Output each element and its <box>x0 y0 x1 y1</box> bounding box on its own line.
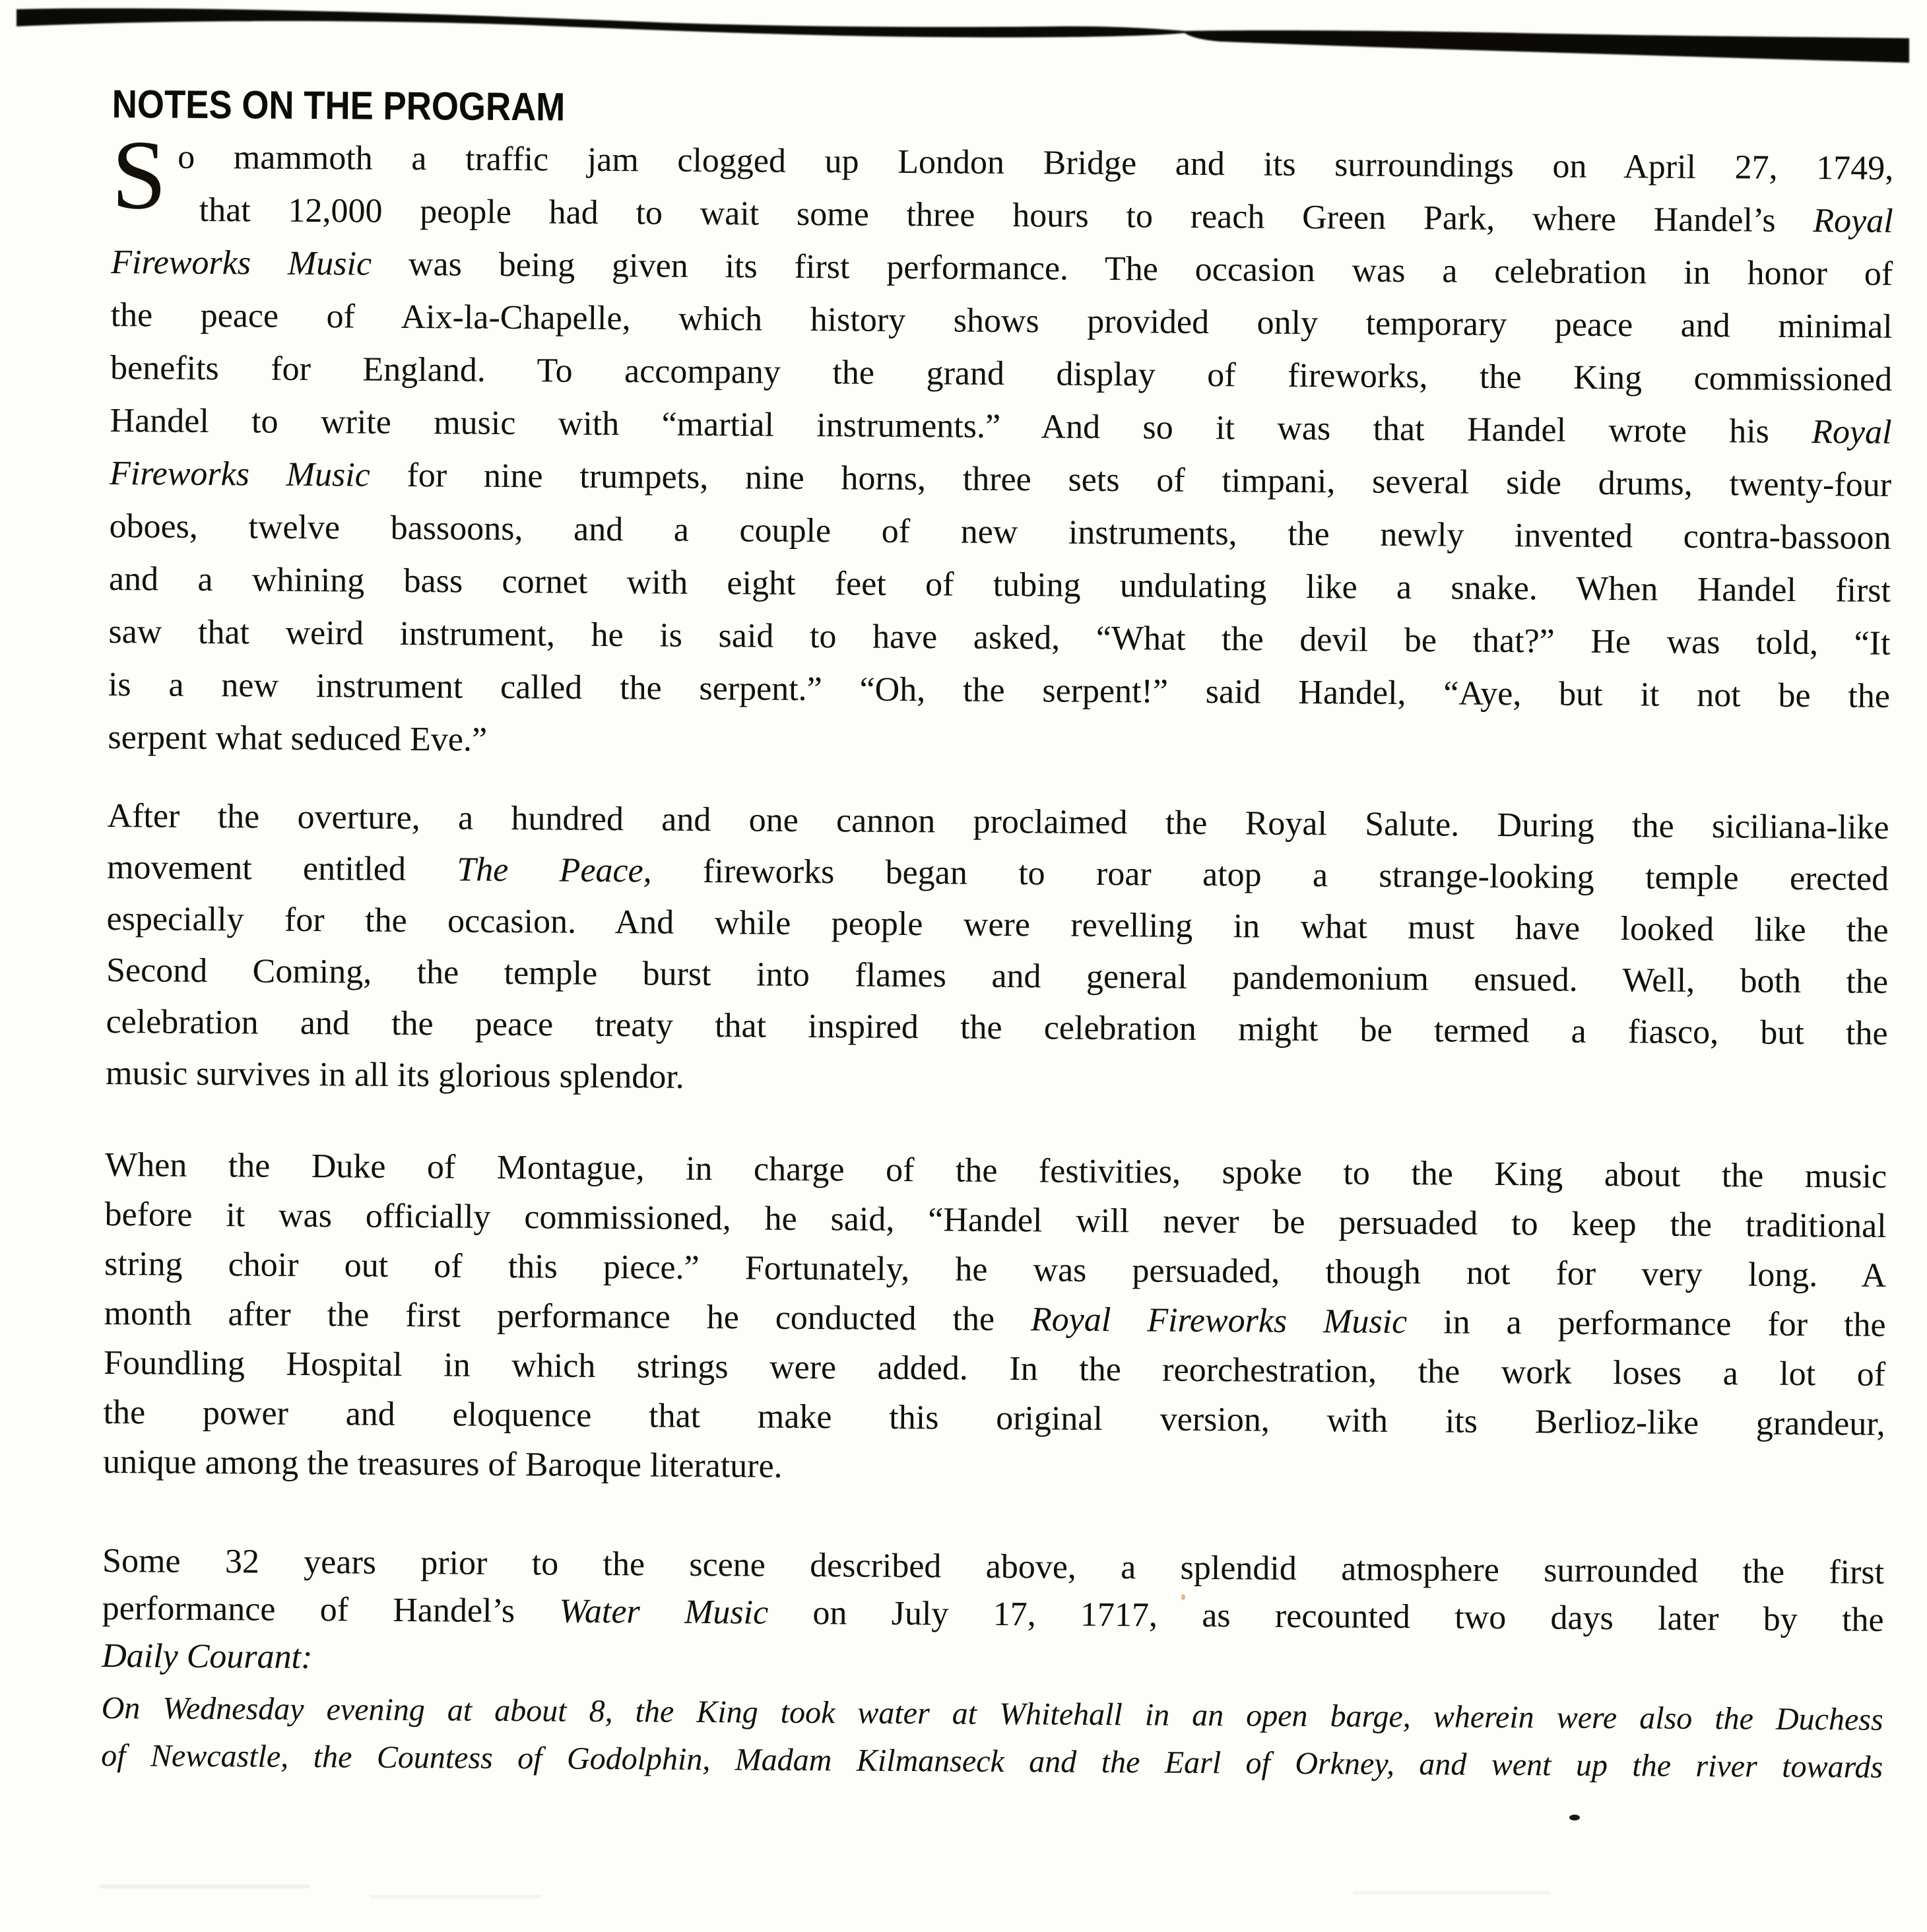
text-segment: is a new instrument called the serpent.” “Oh, the serpent!” said Handel, “Aye, but it not be the <box>108 665 1891 715</box>
text-segment: the peace of Aix-la-Chapelle, which history shows provided only temporary peace and minimal <box>110 296 1893 346</box>
text-segment: was being given its first performance. The occasion was a celebration in honor of <box>371 245 1893 293</box>
text-segment: month after the first performance he conducted the <box>104 1294 1031 1339</box>
text-segment: movement entitled <box>106 848 457 889</box>
paragraph-fireworks-premiere <box>108 131 1893 776</box>
text-segment: music survives in all its glorious splendor. <box>105 1054 684 1096</box>
text-segment: celebration and the peace treaty that inspired the celebration might be termed a fiasco, but the <box>106 1002 1888 1052</box>
text-segment: unique among the treasures of Baroque literature. <box>102 1442 783 1485</box>
text-segment: Second Coming, the temple burst into flames and general pandemonium ensued. Well, both the <box>106 951 1889 1001</box>
text-segment: and a whining bass cornet with eight feet of tubing undulating like a snake. When Handel first <box>108 560 1891 610</box>
text-segment: performance of Handel’s <box>102 1589 560 1630</box>
italic-text-segment: Fireworks Music <box>109 454 370 494</box>
italic-text-segment: On Wednesday evening at about 8, the King took water at Whitehall in an open barge, wherein were also the Duchess <box>101 1690 1883 1737</box>
italic-text-segment: Royal <box>1813 202 1893 240</box>
text-segment: for nine trumpets, nine horns, three sets of timpani, several side drums, twenty-four <box>370 456 1892 504</box>
scan-band-shape <box>16 9 1909 63</box>
text-segment: in a performance for the <box>1407 1303 1886 1344</box>
paper-smudge <box>1353 1891 1551 1894</box>
paper-smudge <box>370 1895 541 1898</box>
text-segment: o mammoth a traffic jam clogged up London Bridge and its surroundings on April 27, 1749, <box>178 138 1894 187</box>
dropcap-letter: S <box>111 119 168 230</box>
text-segment: fireworks began to roar atop a strange-looking temple erected <box>651 852 1889 898</box>
italic-text-segment: of Newcastle, the Countess of Godolphin, Madam Kilmanseck and the Earl of Orkney, and went up the river towards <box>101 1737 1883 1785</box>
text-segment: benefits for England. To accompany the grand display of fireworks, the King commissioned <box>110 348 1893 399</box>
italic-text-segment: Daily Courant: <box>102 1636 313 1677</box>
text-segment: After the overture, a hundred and one cannon proclaimed the Royal Salute. During the siciliana-like <box>107 796 1889 847</box>
italic-text-segment: Water Music <box>559 1592 769 1632</box>
paragraph-royal-salute <box>106 790 1889 1111</box>
scan-artifact-top-edge <box>0 0 1927 79</box>
text-segment: on July 17, 1717, as recounted two days later by the <box>768 1594 1884 1639</box>
text-segment: serpent what seduced Eve.” <box>108 718 488 759</box>
program-notes-content <box>101 84 1894 1791</box>
text-segment: Foundling Hospital in which strings were added. In the reorchestration, the work loses a lot of <box>103 1343 1886 1394</box>
text-segment: string choir out of this piece.” Fortunately, he was persuaded, though not for very long. A <box>104 1244 1887 1295</box>
text-segment: especially for the occasion. And while people were revelling in what must have looked like the <box>106 899 1889 950</box>
text-segment: before it was officially commissioned, he said, “Handel will never be persuaded to keep the traditional <box>104 1195 1887 1245</box>
paragraph-daily-courant-quote <box>101 1685 1883 1791</box>
italic-text-segment: Royal Fireworks Music <box>1030 1301 1408 1341</box>
text-segment: Handel to write music with “martial instruments.” And so it was that Handel wrote his <box>110 401 1812 451</box>
text-segment: Some 32 years prior to the scene described above, a splendid atmosphere surrounded the first <box>102 1541 1885 1592</box>
text-segment: saw that weird instrument, he is said to have asked, “What the devil be that?” He was told, “It <box>108 612 1891 662</box>
text-segment: that 12,000 people had to wait some three hours to reach Green Park, where Handel’s <box>199 191 1813 240</box>
page-title: NOTES ON THE PROGRAM <box>112 82 566 129</box>
italic-text-segment: Fireworks Music <box>111 243 372 283</box>
text-segment: When the Duke of Montague, in charge of the festivities, spoke to the King about the music <box>104 1145 1887 1196</box>
text-segment: oboes, twelve bassoons, and a couple of new instruments, the newly invented contra-bassoon <box>109 507 1891 557</box>
text-body <box>101 131 1894 1791</box>
text-segment: the power and eloquence that make this original version, with its Berlioz-like grandeur, <box>103 1393 1885 1443</box>
paragraph-water-music <box>102 1537 1884 1692</box>
italic-text-segment: Royal <box>1812 413 1892 451</box>
italic-text-segment: The Peace, <box>457 851 652 890</box>
paper-smudge <box>99 1884 310 1888</box>
paragraph-duke-of-montague <box>103 1140 1887 1498</box>
paper-speck <box>1569 1815 1580 1820</box>
